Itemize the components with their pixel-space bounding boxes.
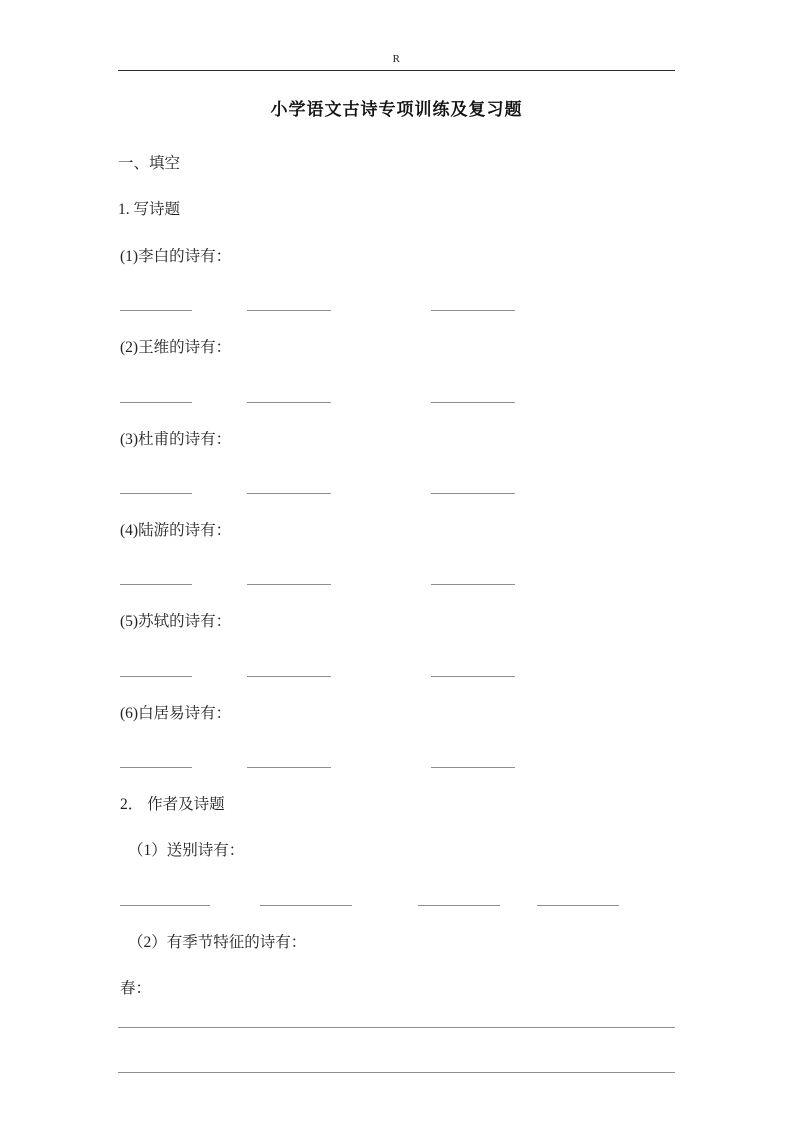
answer-line[interactable]: [118, 1072, 675, 1073]
header-mark-text: R: [392, 53, 401, 65]
answer-blank[interactable]: [247, 664, 331, 677]
answer-blank[interactable]: [247, 755, 331, 768]
answer-blank[interactable]: [537, 893, 619, 906]
page-header: [118, 52, 675, 66]
answer-blank[interactable]: [120, 390, 192, 403]
answer-blank[interactable]: [120, 893, 210, 906]
question-2-2-spring: 春：: [120, 980, 152, 998]
answer-blanks-1-5: [118, 659, 675, 677]
answer-blanks-1-2: [118, 385, 675, 403]
answer-blanks-2-1: [118, 888, 675, 906]
answer-line[interactable]: [118, 1027, 675, 1028]
answer-blanks-1-4: [118, 567, 675, 585]
answer-blank[interactable]: [418, 893, 500, 906]
question-1: 1. 写诗题: [118, 201, 181, 219]
answer-blank[interactable]: [431, 572, 515, 585]
question-1-5: (5)苏轼的诗有：: [120, 613, 232, 631]
answer-blank[interactable]: [120, 572, 192, 585]
answer-blanks-1-6: [118, 750, 675, 768]
answer-blank[interactable]: [247, 572, 331, 585]
page-title: 小学语文古诗专项训练及复习题: [270, 100, 523, 120]
question-1-4: (4)陆游的诗有：: [120, 521, 232, 539]
answer-blank[interactable]: [120, 481, 192, 494]
answer-blank[interactable]: [247, 298, 331, 311]
answer-blank[interactable]: [247, 390, 331, 403]
question-2-1: （1）送别诗有：: [128, 842, 245, 860]
answer-blank[interactable]: [431, 755, 515, 768]
answer-blank[interactable]: [431, 298, 515, 311]
question-1-3: (3)杜甫的诗有：: [120, 430, 232, 448]
answer-blank[interactable]: [120, 664, 192, 677]
answer-blank[interactable]: [431, 390, 515, 403]
section-heading-fill-in: 一、填空: [118, 155, 181, 172]
answer-blanks-1-3: [118, 476, 675, 494]
document-body: [118, 95, 675, 1117]
answer-blank[interactable]: [431, 664, 515, 677]
answer-blank[interactable]: [120, 755, 192, 768]
answer-blank[interactable]: [260, 893, 352, 906]
question-1-1: (1)李白的诗有：: [120, 247, 232, 265]
question-1-6: (6)白居易诗有：: [120, 704, 232, 722]
question-2: 2． 作者及诗题: [120, 796, 225, 813]
question-1-2: (2)王维的诗有：: [120, 339, 232, 357]
answer-blanks-1-1: [118, 293, 675, 311]
header-divider: [118, 70, 675, 71]
answer-blank[interactable]: [120, 298, 192, 311]
answer-blank[interactable]: [431, 481, 515, 494]
question-2-2: （2）有季节特征的诗有：: [128, 933, 307, 951]
answer-blank[interactable]: [247, 481, 331, 494]
